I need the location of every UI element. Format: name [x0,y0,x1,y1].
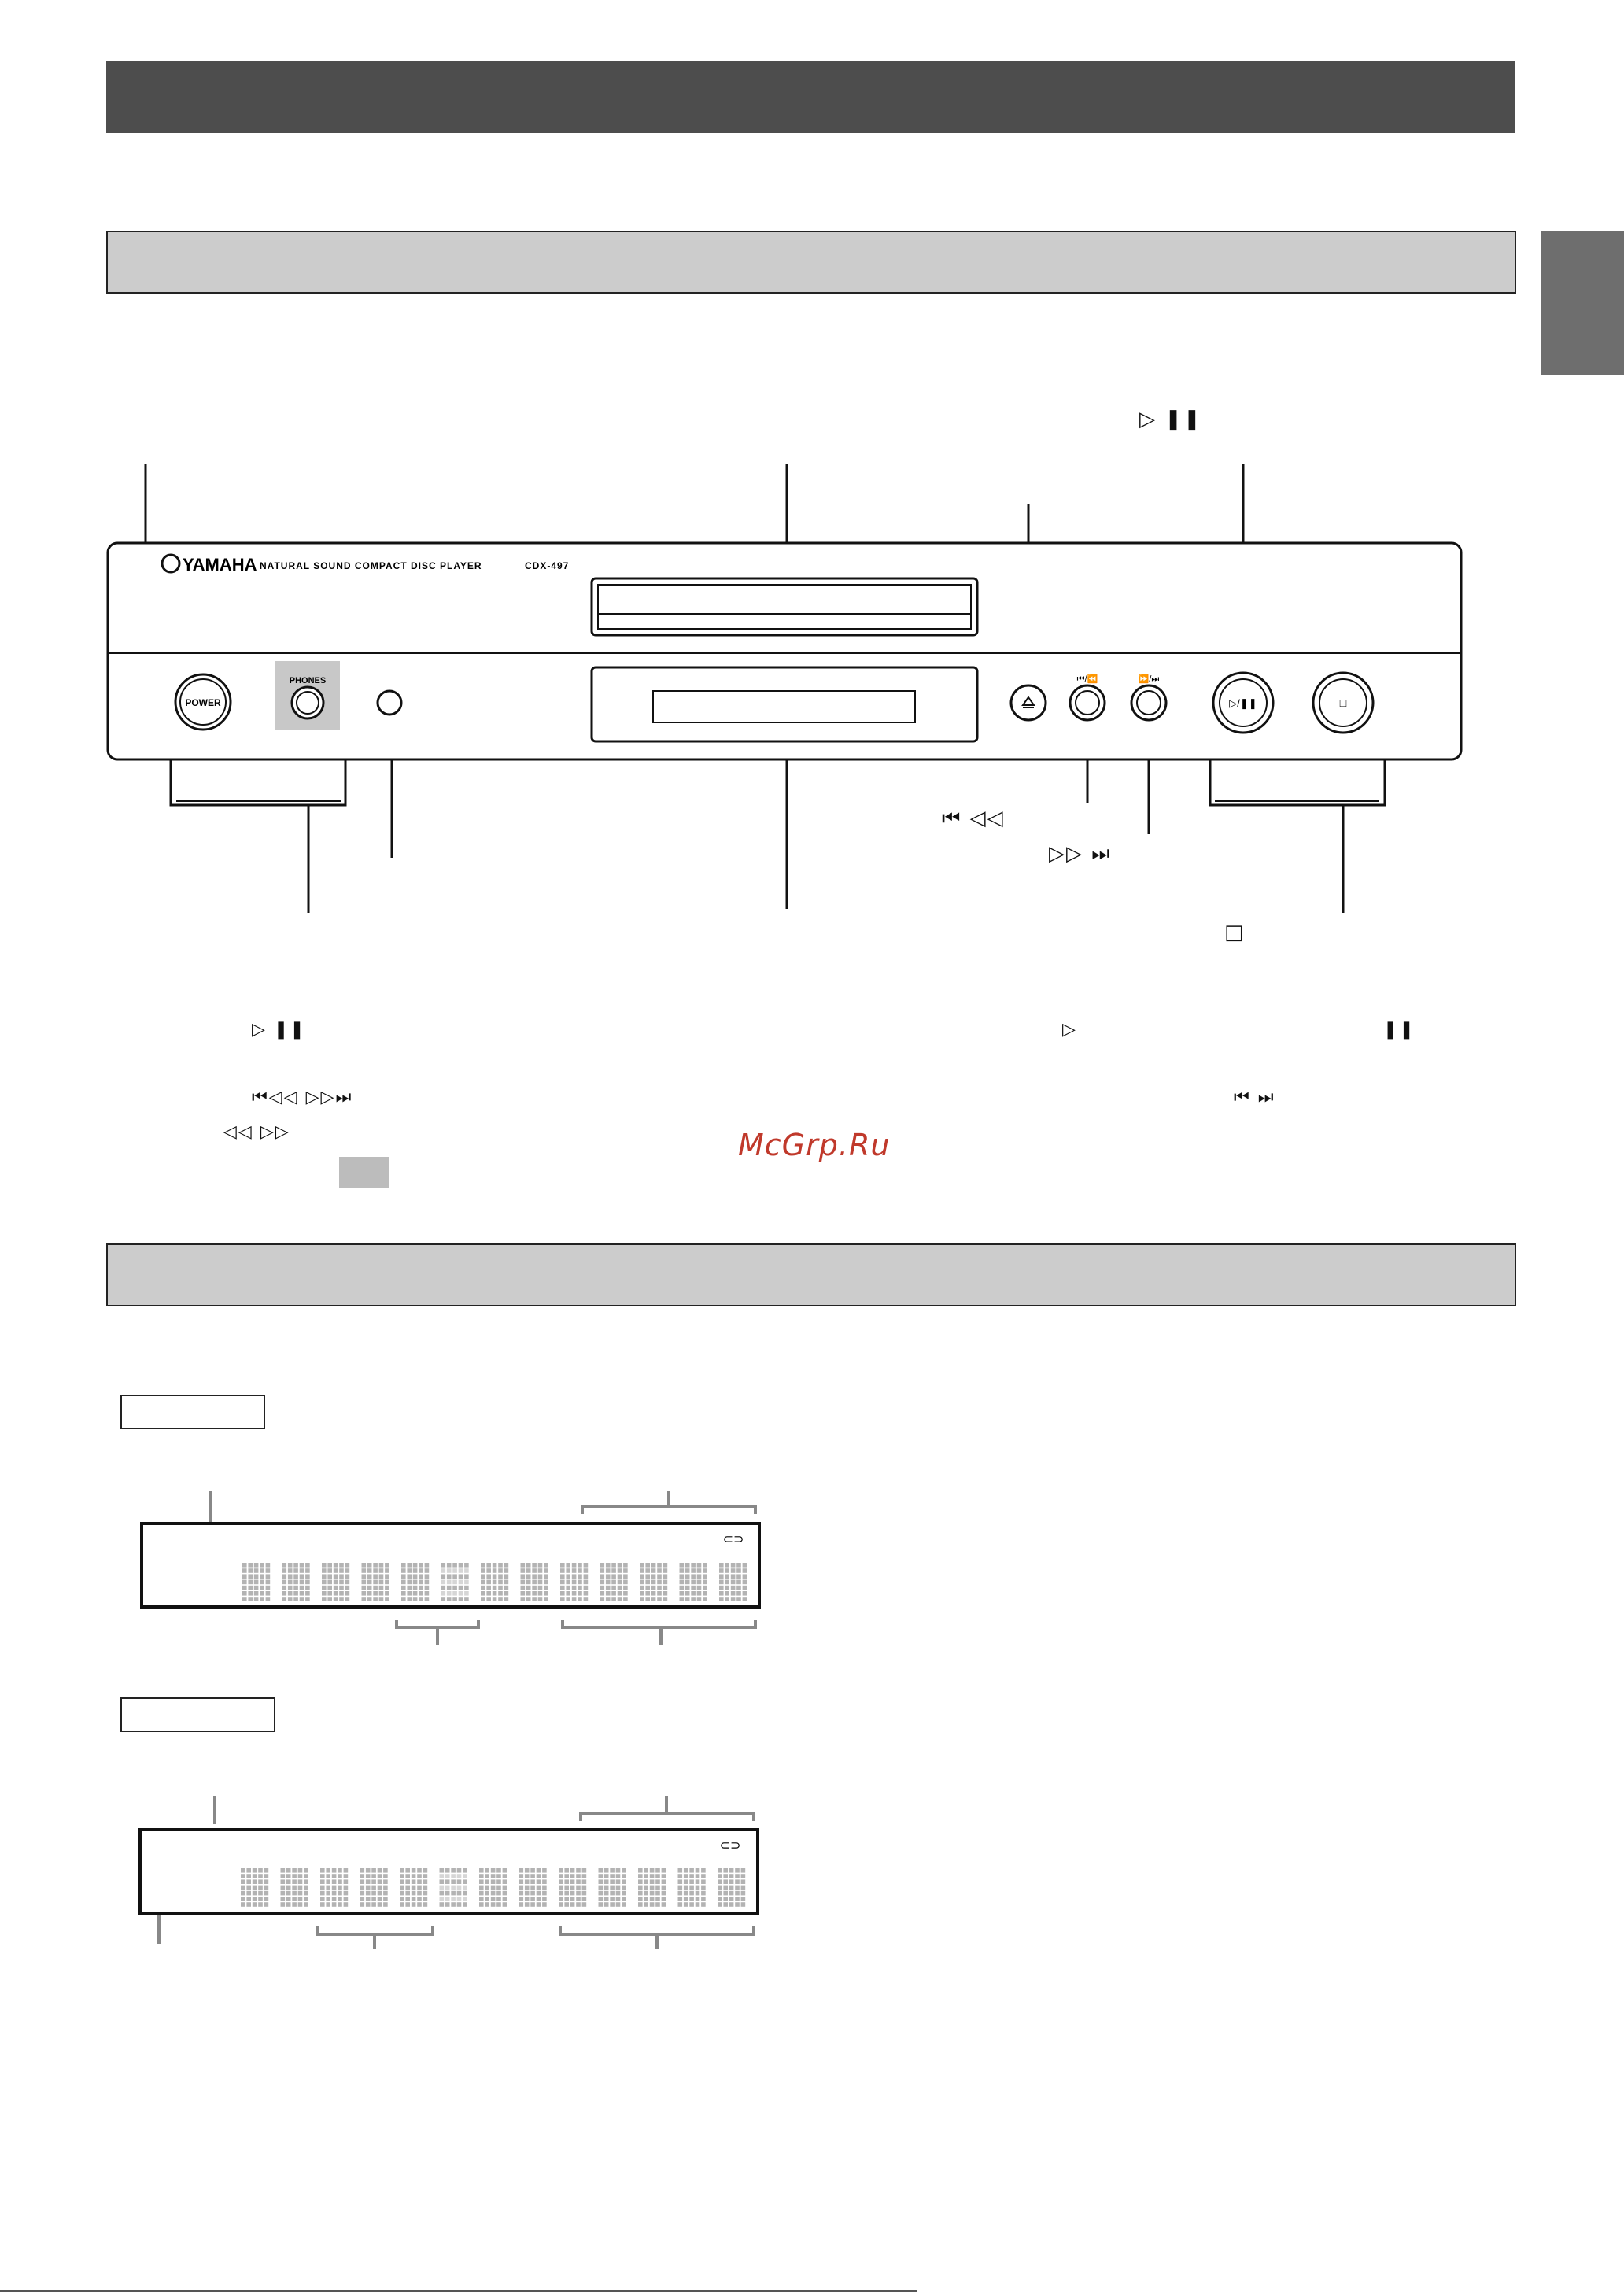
watermark: McGrp.Ru [738,1128,891,1162]
skip-back-button[interactable] [1070,685,1105,720]
note-search: ◁◁ ▷▷ [223,1122,290,1142]
display-character-cell [640,1563,667,1601]
display-window [592,667,977,741]
display-character-cell [599,1868,626,1907]
display-character-cell [678,1868,706,1907]
repeat-indicator-icon: ⊂⊃ [722,1533,744,1546]
display-character-cell [441,1563,469,1601]
display-character-cell [559,1868,586,1907]
display-character-cell [638,1868,666,1907]
display-character-cell [479,1868,507,1907]
power-label: POWER [185,697,221,708]
display-character-cell [680,1563,707,1601]
play-pause-key-label: ▷/❚❚ [1229,697,1257,709]
product-line: NATURAL SOUND COMPACT DISC PLAYER [260,560,482,571]
note-highlight-box [339,1157,389,1188]
display-diagram-1 [134,1487,779,1653]
display-label-box-1 [120,1395,265,1429]
skip-forward-key-label: ⏩/⏭ [1138,674,1160,684]
display-character-cell [281,1868,308,1907]
note-play: ▷ [1062,1020,1077,1040]
chapter-tab [1541,231,1624,375]
remote-sensor [378,691,401,715]
brand-name: YAMAHA [183,555,257,574]
callout-stop: □ [1224,921,1246,944]
display-label-box-2 [120,1697,275,1732]
note-skip: ⏮◁◁ ▷▷⏭ [252,1088,353,1107]
skip-forward-button[interactable] [1131,685,1166,720]
eject-button[interactable] [1011,685,1046,720]
display-diagram-2 [134,1786,779,1952]
display-character-cell [322,1563,349,1601]
front-panel-diagram [94,449,1479,929]
stop-key-label: □ [1339,696,1347,709]
right-foot [1210,759,1385,805]
display-character-cell [718,1868,745,1907]
display-character-cell [242,1563,270,1601]
display-character-cell [362,1563,389,1601]
section-heading-display [106,1243,1516,1306]
callout-skip-forward: ▷▷ ⏭ [1049,842,1112,866]
display-character-cell [560,1563,588,1601]
display-character-cell [719,1563,747,1601]
display-character-cell [320,1868,348,1907]
note-play-pause: ▷ ❚❚ [252,1020,306,1040]
stop-button[interactable] [1313,673,1373,733]
display-character-cell [360,1868,388,1907]
display-character-cell [519,1868,547,1907]
callout-play-pause: ▷ ❚❚ [1139,408,1202,431]
power-button[interactable] [175,674,231,730]
play-pause-button[interactable] [1213,673,1273,733]
model-number: CDX-497 [525,560,570,571]
display-character-cell [600,1563,628,1601]
display-character-cell [481,1563,508,1601]
display-character-cell [440,1868,467,1907]
display-character-cell [400,1868,427,1907]
left-foot [171,759,345,805]
header-bar [106,61,1515,133]
display-character-cell [401,1563,429,1601]
display-character-cell [282,1563,310,1601]
note-pause: ❚❚ [1383,1020,1415,1040]
phones-jack[interactable] [292,687,323,718]
note-skip-right: ⏮ ⏭ [1234,1088,1275,1107]
section-heading-front-panel [106,231,1516,294]
callout-skip-back: ⏮ ◁◁ [942,807,1005,830]
repeat-indicator-icon: ⊂⊃ [719,1839,741,1853]
display-character-cell [241,1868,268,1907]
footer-rule [0,2290,917,2292]
disc-tray[interactable] [592,578,977,635]
display-character-cell [521,1563,548,1601]
skip-back-key-label: ⏮/⏪ [1076,674,1098,684]
phones-label: PHONES [289,676,327,685]
